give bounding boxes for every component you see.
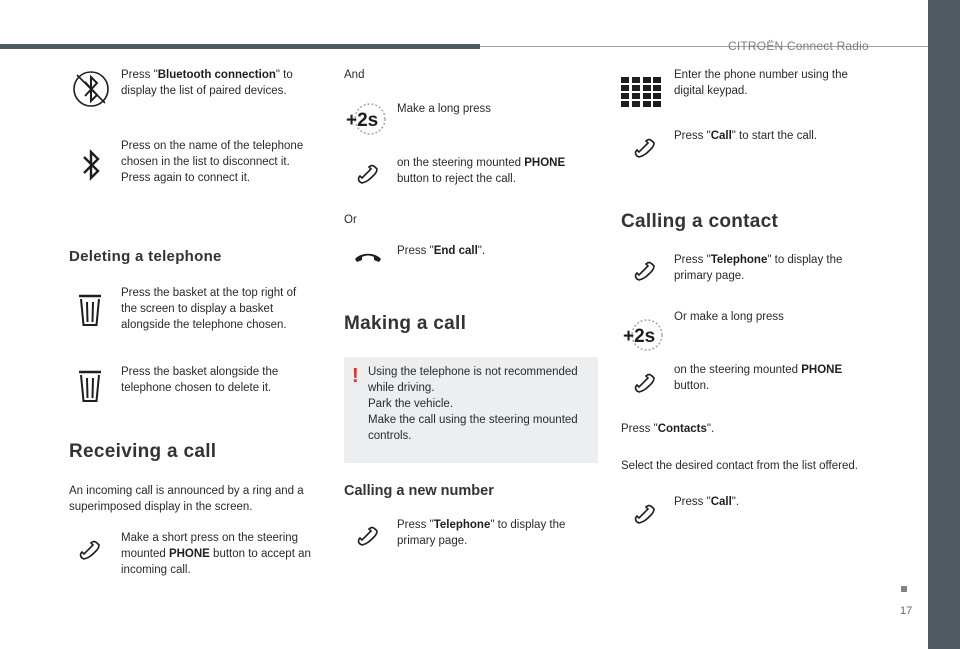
call-step-text: Press "Call" to start the call. xyxy=(674,130,818,142)
bluetooth-connection-icon xyxy=(70,68,112,110)
telephone-step-text: Press "Telephone" to display the primary page. xyxy=(397,519,566,547)
reject-step-text: on the steering mounted PHONE button to reject the call. xyxy=(397,157,566,185)
phone-handset-icon xyxy=(356,161,380,185)
warning-box xyxy=(344,357,598,463)
new-number-heading: Calling a new number xyxy=(344,483,494,499)
warning-icon: ! xyxy=(352,365,359,387)
svg-text:+2s: +2s xyxy=(623,326,656,347)
deleting-heading: Deleting a telephone xyxy=(69,248,222,265)
svg-text:+2s: +2s xyxy=(346,110,379,131)
receive-step-text: Make a short press on the steering mounted PHONE button to accept an incoming call. xyxy=(121,532,311,576)
header-bar xyxy=(0,44,480,49)
phone-handset-icon xyxy=(633,258,657,282)
delete-step1-text: Press the basket at the top right of the screen to display a basket alongside the telephone chosen. xyxy=(121,287,297,331)
bluetooth-icon xyxy=(79,148,103,182)
step-bluetooth-text: Press "Bluetooth connection" to display the list of paired devices. xyxy=(121,69,293,97)
delete-step2-text: Press the basket alongside the telephone chosen to delete it. xyxy=(121,366,279,394)
step-disconnect-text: Press on the name of the telephone chosen in the list to disconnect it. Press again to connect it. xyxy=(121,140,304,184)
basket-icon xyxy=(77,368,103,404)
page-number: 17 xyxy=(900,605,913,617)
end-call-icon xyxy=(353,249,383,265)
phone-handset-icon xyxy=(633,501,657,525)
keypad-step-text: Enter the phone number using the digital keypad. xyxy=(674,69,848,97)
and-text: And xyxy=(344,69,365,81)
making-call-heading: Making a call xyxy=(344,313,467,334)
phone-handset-icon xyxy=(78,537,102,561)
brand-title: CITROËN Connect Radio xyxy=(728,39,869,53)
side-strip xyxy=(928,0,960,649)
warning-text: Using the telephone is not recommended while driving. Park the vehicle. Make the call using the steering mounted controls. xyxy=(368,366,578,442)
or-text: Or xyxy=(344,214,357,226)
receiving-intro-text: An incoming call is announced by a ring and a superimposed display in the screen. xyxy=(69,485,304,513)
phone-handset-icon xyxy=(356,523,380,547)
end-call-step-text: Press "End call". xyxy=(397,245,486,257)
select-contact-text: Select the desired contact from the list offered. xyxy=(621,460,858,472)
plus-2s-icon xyxy=(344,102,386,136)
receiving-heading: Receiving a call xyxy=(69,441,217,462)
keypad-icon xyxy=(621,77,661,107)
long-press-text: Make a long press xyxy=(397,103,491,115)
phone-handset-icon xyxy=(633,370,657,394)
contacts-step-text: Press "Contacts". xyxy=(621,423,715,435)
contact-heading: Calling a contact xyxy=(621,211,779,232)
page-marker xyxy=(901,586,907,592)
phone-button-step-text: on the steering mounted PHONE button. xyxy=(674,364,843,392)
phone-handset-icon xyxy=(633,135,657,159)
long-press-text: Or make a long press xyxy=(674,311,784,323)
contact-telephone-step-text: Press "Telephone" to display the primary page. xyxy=(674,254,843,282)
call2-step-text: Press "Call". xyxy=(674,496,740,508)
basket-icon xyxy=(77,292,103,328)
plus-2s-icon xyxy=(621,318,663,352)
